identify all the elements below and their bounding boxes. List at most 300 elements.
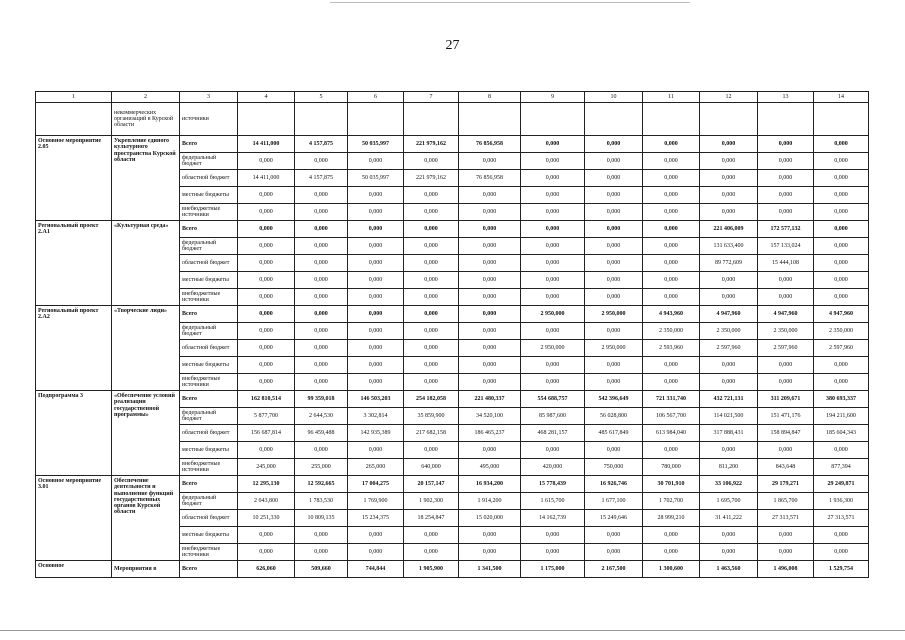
- value-cell: 221 979,162: [404, 136, 459, 153]
- value-cell: 14 162,739: [521, 510, 585, 527]
- value-cell: 217 682,158: [404, 425, 459, 442]
- value-cell: 0,000: [348, 204, 404, 221]
- column-number: 7: [404, 92, 459, 103]
- value-cell: 0,000: [521, 136, 585, 153]
- value-cell: 0,000: [404, 527, 459, 544]
- value-cell: 0,000: [459, 255, 521, 272]
- source-cell: внебюджетные источники: [180, 544, 238, 561]
- value-cell: 0,000: [814, 442, 869, 459]
- value-cell: 485 617,849: [585, 425, 643, 442]
- value-cell: 29 179,271: [758, 476, 814, 493]
- source-cell: Всего: [180, 476, 238, 493]
- source-cell: внебюджетные источники: [180, 459, 238, 476]
- value-cell: 0,000: [585, 442, 643, 459]
- value-cell: 0,000: [404, 187, 459, 204]
- source-cell: источники: [180, 103, 238, 136]
- value-cell: 0,000: [643, 442, 700, 459]
- value-cell: 0,000: [643, 374, 700, 391]
- value-cell: 0,000: [758, 272, 814, 289]
- value-cell: 0,000: [643, 255, 700, 272]
- value-cell: 0,000: [238, 340, 295, 357]
- column-number: 10: [585, 92, 643, 103]
- value-cell: 0,000: [348, 153, 404, 170]
- value-cell: 0,000: [404, 255, 459, 272]
- value-cell: 0,000: [700, 442, 758, 459]
- source-cell: федеральный бюджет: [180, 323, 238, 340]
- value-cell: 158 894,847: [758, 425, 814, 442]
- value-cell: 1 175,000: [521, 561, 585, 578]
- value-cell: 0,000: [585, 136, 643, 153]
- value-cell: 0,000: [404, 221, 459, 238]
- value-cell: 56 028,800: [585, 408, 643, 425]
- value-cell: 0,000: [521, 187, 585, 204]
- source-cell: федеральный бюджет: [180, 493, 238, 510]
- value-cell: 780,000: [643, 459, 700, 476]
- value-cell: 0,000: [238, 204, 295, 221]
- value-cell: 2 950,000: [521, 340, 585, 357]
- value-cell: 0,000: [521, 323, 585, 340]
- value-cell: 0,000: [459, 374, 521, 391]
- value-cell: 0,000: [585, 527, 643, 544]
- value-cell: 2 950,000: [521, 306, 585, 323]
- value-cell: 2 350,000: [758, 323, 814, 340]
- value-cell: 311 209,671: [758, 391, 814, 408]
- value-cell: 0,000: [295, 306, 348, 323]
- value-cell: 0,000: [814, 187, 869, 204]
- value-cell: 12 295,130: [238, 476, 295, 493]
- value-cell: 15 778,439: [521, 476, 585, 493]
- value-cell: 0,000: [404, 323, 459, 340]
- value-cell: 0,000: [238, 289, 295, 306]
- source-cell: Всего: [180, 136, 238, 153]
- source-cell: Всего: [180, 391, 238, 408]
- value-cell: 0,000: [585, 289, 643, 306]
- value-cell: 186 465,237: [459, 425, 521, 442]
- value-cell: 0,000: [585, 221, 643, 238]
- value-cell: 1 902,300: [404, 493, 459, 510]
- value-cell: 0,000: [585, 272, 643, 289]
- value-cell: 0,000: [521, 442, 585, 459]
- column-number: 2: [112, 92, 180, 103]
- value-cell: 0,000: [348, 527, 404, 544]
- value-cell: 0,000: [348, 340, 404, 357]
- value-cell: 1 341,500: [459, 561, 521, 578]
- value-cell: 0,000: [643, 238, 700, 255]
- value-cell: 0,000: [404, 544, 459, 561]
- value-cell: 0,000: [404, 306, 459, 323]
- value-cell: 0,000: [700, 374, 758, 391]
- value-cell: 640,000: [404, 459, 459, 476]
- value-cell: 0,000: [521, 289, 585, 306]
- table-row: [36, 103, 869, 136]
- value-cell: [758, 103, 814, 136]
- value-cell: 542 396,649: [585, 391, 643, 408]
- value-cell: 0,000: [238, 306, 295, 323]
- value-cell: 0,000: [459, 187, 521, 204]
- value-cell: 1 677,100: [585, 493, 643, 510]
- value-cell: 0,000: [585, 357, 643, 374]
- value-cell: 0,000: [643, 153, 700, 170]
- table-row: [36, 391, 869, 408]
- value-cell: 0,000: [521, 255, 585, 272]
- value-cell: 1 905,900: [404, 561, 459, 578]
- source-cell: федеральный бюджет: [180, 408, 238, 425]
- value-cell: 131 633,400: [700, 238, 758, 255]
- column-number: 13: [758, 92, 814, 103]
- value-cell: 30 701,910: [643, 476, 700, 493]
- value-cell: 0,000: [758, 442, 814, 459]
- table-row: [36, 476, 869, 493]
- value-cell: 0,000: [348, 323, 404, 340]
- source-cell: областной бюджет: [180, 170, 238, 187]
- value-cell: 0,000: [459, 323, 521, 340]
- value-cell: 50 035,997: [348, 170, 404, 187]
- value-cell: 255,000: [295, 459, 348, 476]
- value-cell: 0,000: [459, 238, 521, 255]
- value-cell: 0,000: [238, 544, 295, 561]
- value-cell: [404, 103, 459, 136]
- value-cell: 0,000: [459, 544, 521, 561]
- value-cell: 0,000: [295, 255, 348, 272]
- value-cell: 2 644,530: [295, 408, 348, 425]
- value-cell: 4 947,960: [700, 306, 758, 323]
- value-cell: 151 471,176: [758, 408, 814, 425]
- value-cell: 0,000: [295, 442, 348, 459]
- value-cell: 221 480,337: [459, 391, 521, 408]
- column-number: 8: [459, 92, 521, 103]
- value-cell: 0,000: [348, 357, 404, 374]
- source-cell: внебюджетные источники: [180, 204, 238, 221]
- value-cell: 0,000: [521, 170, 585, 187]
- value-cell: 0,000: [295, 340, 348, 357]
- value-cell: 420,000: [521, 459, 585, 476]
- value-cell: 2 350,000: [643, 323, 700, 340]
- value-cell: 14 411,000: [238, 170, 295, 187]
- value-cell: 0,000: [585, 187, 643, 204]
- value-cell: [295, 103, 348, 136]
- value-cell: 16 926,746: [585, 476, 643, 493]
- value-cell: 0,000: [348, 221, 404, 238]
- value-cell: 162 810,514: [238, 391, 295, 408]
- value-cell: 156 687,814: [238, 425, 295, 442]
- value-cell: 0,000: [758, 289, 814, 306]
- value-cell: 194 211,600: [814, 408, 869, 425]
- value-cell: [459, 103, 521, 136]
- source-cell: местные бюджеты: [180, 527, 238, 544]
- value-cell: 0,000: [643, 170, 700, 187]
- value-cell: 2 597,960: [814, 340, 869, 357]
- value-cell: 0,000: [348, 187, 404, 204]
- program-name: «Творческие люди»: [112, 306, 180, 391]
- program-name: Укрепление единого культурного пространства Курской области: [112, 136, 180, 221]
- value-cell: 2 167,500: [585, 561, 643, 578]
- value-cell: 0,000: [295, 272, 348, 289]
- value-cell: 0,000: [404, 442, 459, 459]
- source-cell: Всего: [180, 561, 238, 578]
- value-cell: 750,000: [585, 459, 643, 476]
- value-cell: 509,660: [295, 561, 348, 578]
- value-cell: 0,000: [295, 153, 348, 170]
- value-cell: 843,648: [758, 459, 814, 476]
- value-cell: 10 809,135: [295, 510, 348, 527]
- value-cell: 4 943,960: [643, 306, 700, 323]
- value-cell: 0,000: [814, 289, 869, 306]
- value-cell: 0,000: [238, 221, 295, 238]
- column-number: 4: [238, 92, 295, 103]
- table-row: [36, 306, 869, 323]
- value-cell: 0,000: [295, 221, 348, 238]
- value-cell: 0,000: [404, 153, 459, 170]
- value-cell: 76 856,958: [459, 136, 521, 153]
- program-name: Мероприятия в: [112, 561, 180, 578]
- value-cell: 0,000: [238, 374, 295, 391]
- program-name: Обеспечение деятельности и выполнение функций государственных органов Курской области: [112, 476, 180, 561]
- value-cell: 0,000: [295, 238, 348, 255]
- value-cell: [814, 103, 869, 136]
- value-cell: 31 411,222: [700, 510, 758, 527]
- value-cell: 0,000: [238, 255, 295, 272]
- value-cell: 50 035,997: [348, 136, 404, 153]
- value-cell: 0,000: [585, 170, 643, 187]
- value-cell: 0,000: [700, 357, 758, 374]
- value-cell: 0,000: [295, 204, 348, 221]
- value-cell: 0,000: [521, 221, 585, 238]
- source-cell: областной бюджет: [180, 255, 238, 272]
- value-cell: 27 313,571: [814, 510, 869, 527]
- value-cell: 16 934,200: [459, 476, 521, 493]
- value-cell: 0,000: [348, 255, 404, 272]
- value-cell: 0,000: [814, 544, 869, 561]
- value-cell: 0,000: [643, 187, 700, 204]
- value-cell: 0,000: [348, 442, 404, 459]
- value-cell: 1 783,530: [295, 493, 348, 510]
- value-cell: 0,000: [700, 170, 758, 187]
- value-cell: 721 331,740: [643, 391, 700, 408]
- value-cell: 0,000: [295, 374, 348, 391]
- value-cell: 15 234,375: [348, 510, 404, 527]
- value-cell: 0,000: [758, 527, 814, 544]
- value-cell: [643, 103, 700, 136]
- value-cell: 1 695,700: [700, 493, 758, 510]
- value-cell: 2 593,960: [643, 340, 700, 357]
- value-cell: 4 947,960: [758, 306, 814, 323]
- column-number-row: [36, 92, 869, 103]
- column-number: 1: [36, 92, 112, 103]
- value-cell: 0,000: [700, 204, 758, 221]
- value-cell: 626,060: [238, 561, 295, 578]
- value-cell: 4 947,960: [814, 306, 869, 323]
- column-number: 14: [814, 92, 869, 103]
- value-cell: 114 021,500: [700, 408, 758, 425]
- value-cell: 0,000: [238, 442, 295, 459]
- program-label: Основное мероприятие 2.05: [36, 136, 112, 221]
- value-cell: 221 406,009: [700, 221, 758, 238]
- value-cell: 0,000: [238, 357, 295, 374]
- program-name: «Культурная среда»: [112, 221, 180, 306]
- value-cell: 28 999,210: [643, 510, 700, 527]
- row-name-cell: некоммерческих организаций в Курской области: [112, 103, 180, 136]
- value-cell: 0,000: [348, 238, 404, 255]
- value-cell: 33 106,922: [700, 476, 758, 493]
- program-label: Подпрограмма 3: [36, 391, 112, 476]
- value-cell: 0,000: [459, 289, 521, 306]
- value-cell: 0,000: [521, 374, 585, 391]
- value-cell: 1 936,300: [814, 493, 869, 510]
- value-cell: 4 157,875: [295, 170, 348, 187]
- value-cell: 5 877,700: [238, 408, 295, 425]
- value-cell: 811,200: [700, 459, 758, 476]
- value-cell: 0,000: [295, 187, 348, 204]
- value-cell: 0,000: [700, 544, 758, 561]
- value-cell: 265,000: [348, 459, 404, 476]
- value-cell: 1 300,600: [643, 561, 700, 578]
- value-cell: 2 350,000: [814, 323, 869, 340]
- value-cell: 0,000: [700, 136, 758, 153]
- value-cell: 0,000: [814, 153, 869, 170]
- value-cell: 1 702,700: [643, 493, 700, 510]
- value-cell: 0,000: [758, 170, 814, 187]
- value-cell: 14 411,000: [238, 136, 295, 153]
- value-cell: 0,000: [585, 374, 643, 391]
- value-cell: 0,000: [521, 153, 585, 170]
- source-cell: местные бюджеты: [180, 442, 238, 459]
- value-cell: [238, 103, 295, 136]
- value-cell: 0,000: [585, 238, 643, 255]
- value-cell: 0,000: [643, 136, 700, 153]
- value-cell: 0,000: [585, 153, 643, 170]
- value-cell: 0,000: [700, 272, 758, 289]
- value-cell: 2 350,000: [700, 323, 758, 340]
- value-cell: 146 503,203: [348, 391, 404, 408]
- value-cell: 1 529,754: [814, 561, 869, 578]
- value-cell: 432 721,131: [700, 391, 758, 408]
- value-cell: 0,000: [404, 238, 459, 255]
- value-cell: 0,000: [459, 357, 521, 374]
- column-number: 12: [700, 92, 758, 103]
- value-cell: 76 856,958: [459, 170, 521, 187]
- value-cell: 0,000: [348, 272, 404, 289]
- value-cell: 10 251,330: [238, 510, 295, 527]
- value-cell: 0,000: [643, 204, 700, 221]
- value-cell: 0,000: [814, 136, 869, 153]
- value-cell: 0,000: [238, 187, 295, 204]
- value-cell: 0,000: [700, 527, 758, 544]
- value-cell: 0,000: [758, 204, 814, 221]
- value-cell: 0,000: [758, 357, 814, 374]
- value-cell: 15 444,108: [758, 255, 814, 272]
- source-cell: местные бюджеты: [180, 357, 238, 374]
- value-cell: 0,000: [348, 306, 404, 323]
- value-cell: 0,000: [295, 544, 348, 561]
- value-cell: 1 496,008: [758, 561, 814, 578]
- value-cell: 0,000: [521, 272, 585, 289]
- source-cell: местные бюджеты: [180, 272, 238, 289]
- value-cell: 0,000: [814, 221, 869, 238]
- program-label: Основное мероприятие 3.01: [36, 476, 112, 561]
- value-cell: 0,000: [585, 255, 643, 272]
- source-cell: внебюджетные источники: [180, 374, 238, 391]
- value-cell: 0,000: [814, 272, 869, 289]
- value-cell: 0,000: [585, 544, 643, 561]
- source-cell: внебюджетные источники: [180, 289, 238, 306]
- value-cell: 0,000: [700, 289, 758, 306]
- value-cell: 0,000: [404, 272, 459, 289]
- budget-table: [35, 91, 869, 578]
- value-cell: 0,000: [643, 527, 700, 544]
- value-cell: 0,000: [295, 323, 348, 340]
- source-cell: Всего: [180, 306, 238, 323]
- value-cell: 0,000: [643, 357, 700, 374]
- value-cell: 27 313,571: [758, 510, 814, 527]
- value-cell: 20 157,147: [404, 476, 459, 493]
- value-cell: 0,000: [814, 204, 869, 221]
- source-cell: областной бюджет: [180, 425, 238, 442]
- value-cell: 142 935,389: [348, 425, 404, 442]
- value-cell: 15 020,000: [459, 510, 521, 527]
- value-cell: 0,000: [758, 136, 814, 153]
- value-cell: 0,000: [238, 323, 295, 340]
- value-cell: 0,000: [521, 544, 585, 561]
- value-cell: 0,000: [521, 357, 585, 374]
- value-cell: 0,000: [459, 153, 521, 170]
- value-cell: 0,000: [404, 357, 459, 374]
- value-cell: 0,000: [459, 442, 521, 459]
- column-number: 3: [180, 92, 238, 103]
- value-cell: 1 463,560: [700, 561, 758, 578]
- value-cell: 2 950,000: [585, 306, 643, 323]
- value-cell: 2 950,000: [585, 340, 643, 357]
- value-cell: 0,000: [758, 187, 814, 204]
- value-cell: 554 688,757: [521, 391, 585, 408]
- value-cell: 34 520,100: [459, 408, 521, 425]
- scan-top-rule: [330, 2, 690, 3]
- value-cell: 99 359,018: [295, 391, 348, 408]
- scan-bottom-edge: [0, 630, 905, 631]
- value-cell: 0,000: [404, 289, 459, 306]
- value-cell: 0,000: [404, 374, 459, 391]
- row-label-cell: [36, 103, 112, 136]
- value-cell: 0,000: [814, 527, 869, 544]
- value-cell: 0,000: [459, 340, 521, 357]
- program-label: Основное: [36, 561, 112, 578]
- value-cell: 0,000: [643, 289, 700, 306]
- value-cell: 245,000: [238, 459, 295, 476]
- table-row: [36, 561, 869, 578]
- value-cell: 877,394: [814, 459, 869, 476]
- value-cell: 468 281,157: [521, 425, 585, 442]
- value-cell: 85 987,600: [521, 408, 585, 425]
- value-cell: 12 592,665: [295, 476, 348, 493]
- value-cell: 4 157,875: [295, 136, 348, 153]
- value-cell: 17 004,275: [348, 476, 404, 493]
- value-cell: 0,000: [758, 374, 814, 391]
- value-cell: 0,000: [758, 544, 814, 561]
- source-cell: Всего: [180, 221, 238, 238]
- column-number: 11: [643, 92, 700, 103]
- value-cell: 106 567,700: [643, 408, 700, 425]
- value-cell: 172 577,132: [758, 221, 814, 238]
- value-cell: 1 769,900: [348, 493, 404, 510]
- value-cell: 1 615,700: [521, 493, 585, 510]
- value-cell: 96 459,488: [295, 425, 348, 442]
- value-cell: 0,000: [521, 527, 585, 544]
- page-number: 27: [445, 38, 460, 53]
- value-cell: 0,000: [814, 255, 869, 272]
- value-cell: [521, 103, 585, 136]
- value-cell: 0,000: [295, 357, 348, 374]
- value-cell: 0,000: [348, 289, 404, 306]
- value-cell: 157 133,024: [758, 238, 814, 255]
